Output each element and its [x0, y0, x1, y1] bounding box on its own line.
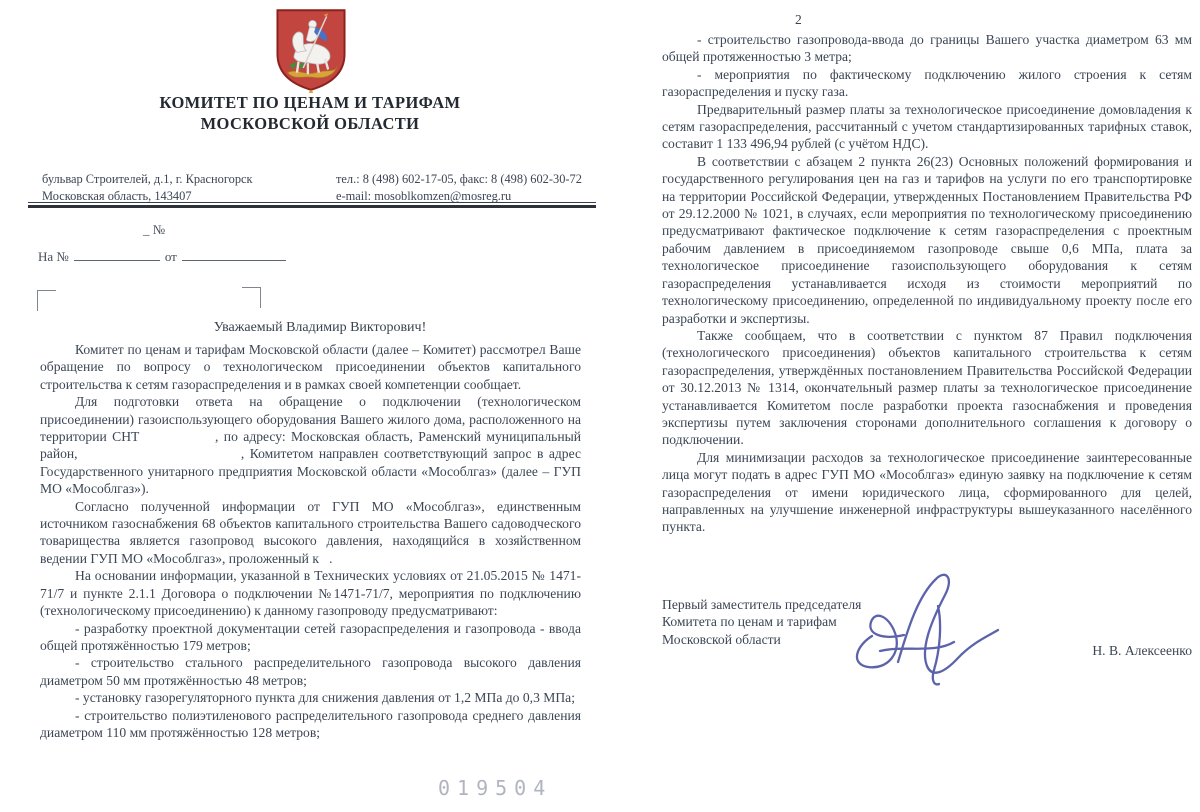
addressee-corner-mark-left	[37, 290, 56, 311]
signer-name: Н. В. Алексеенко	[1092, 643, 1192, 658]
coat-of-arms-icon	[272, 7, 350, 93]
ref-on-label: На №	[38, 249, 69, 264]
paragraph: - разработку проектной документации сетей газораспределения и газопровода - ввода общей протяжённостью 179 метров;	[40, 620, 581, 653]
paragraph: - строительство стального распределительного газопровода высокого давления диаметром 50 мм протяжённостью 48 метров;	[40, 655, 581, 688]
paragraph: В соответствии с абзацем 2 пункта 26(23) Основных положений формирования и государственного регулирования цен на газ и тарифов на услуги по его транспортировке на территории Российской Федерации, утвержденных Постановлением Правительства РФ от 29.12.2000 № 1021, в случаях, если мероприятия по технологическому присоединению предусматривают фактическое подключение к сетям газораспределения с проектным рабочим давлением в присоединяемом газопроводе свыше 0,6 МПа, плата за технологическое присоединение газоиспользующего оборудования к сетям газораспределения устанавливается исходя из стоимости мероприятий по технологическому присоединению, определенной по индивидуальному проекту после его разработки и экспертизы.	[662, 153, 1192, 326]
addressee-corner-mark-right	[242, 287, 261, 308]
signer-position-line2: Комитета по ценам и тарифам	[662, 614, 837, 630]
org-title	[40, 92, 580, 134]
paragraph: Согласно полученной информации от ГУП МО «Мособлгаз», единственным источником газоснабжения 68 объектов капитального строительства Вашего садоводческого товарищества является газопровод высокого давления, находящийся в хозяйственном ведении ГУП МО «Мособлгаз», проложенный к .	[40, 498, 581, 566]
paragraph: - строительство полиэтиленового распределительного газопровода среднего давления диаметром 110 мм протяжённостью 128 метров;	[40, 707, 581, 740]
paragraph: На основании информации, указанной в Технических условиях от 21.05.2015 № 1471-71/7 и пункте 2.1.1 Договора о подключении №1471-71/7, мероприятия по подключению (технологическому присоединению) к данному газопроводу предусматривают:	[40, 568, 581, 619]
header-divider	[28, 202, 596, 208]
page2-body	[662, 31, 1192, 536]
signer-position-line3: Московской области	[662, 631, 781, 647]
page-number: 2	[795, 12, 802, 27]
registration-stamp-number: 019504	[438, 776, 553, 800]
org-address	[42, 171, 312, 204]
paragraph: Также сообщаем, что в соответствии с пунктом 87 Правил подключения (технологического присоединения) объектов капитального строительства к сетям газораспределения, утверждённых постановлением Правительства Российской Федерации от 30.12.2013 № 1314, окончательный размер платы за технологическое присоединение устанавливается Комитетом после разработки проекта газоснабжения и проведения экспертизы путем заключения сторонами дополнительного соглашения к договору о подключении.	[662, 327, 1192, 448]
paragraph: Для минимизации расходов за технологическое присоединение заинтересованные лица могут подать в адрес ГУП МО «Мособлгаз» единую заявку на подключение к сетям газораспределения от имени юридического лица, сформированного для целей, направленных на улучшение инженерной инфраструктуры вышеуказанного населённого пункта.	[662, 449, 1192, 535]
paragraph: - мероприятия по фактическому подключению жилого строения к сетям газораспределения и пуску газа.	[662, 66, 1192, 100]
salutation: Уважаемый Владимир Викторович!	[213, 320, 427, 335]
org-contacts	[336, 171, 598, 204]
paragraph: Комитет по ценам и тарифам Московской области (далее – Комитет) рассмотрел Ваше обращение по вопросу о технологическом присоединении объектов капитального строительства к сетям газораспределения и в рамках своей компетенции сообщает.	[40, 342, 581, 392]
org-title-line1: КОМИТЕТ ПО ЦЕНАМ И ТАРИФАМ	[159, 93, 461, 112]
contact-phone: тел.: 8 (498) 602-17-05, факс: 8 (498) 602-30-72	[336, 172, 582, 186]
page1-body	[40, 341, 581, 741]
paragraph: - установку газорегуляторного пункта для снижения давления от 1,2 МПа до 0,3 МПа;	[75, 690, 575, 706]
org-title-line2: МОСКОВСКОЙ ОБЛАСТИ	[200, 114, 420, 133]
ref-number-line: _ №	[143, 222, 166, 237]
ref-from-label: от	[164, 249, 177, 264]
ref-date-blank	[182, 247, 286, 261]
paragraph: Предварительный размер платы за технологическое присоединение домовладения к сетям газораспределения, рассчитанный с учетом стандартизированных тарифных ставок, составит 1 133 496,94 рублей (с учётом НДС).	[662, 101, 1192, 152]
address-line1: бульвар Строителей, д.1, г. Красногорск	[42, 172, 253, 186]
ref-reply-line	[38, 247, 291, 265]
signer-position-line1: Первый заместитель председателя	[662, 597, 862, 612]
address-line2: Московская область, 143407	[42, 188, 192, 203]
paragraph: Для подготовки ответа на обращение о подключении (технологическом присоединении) газоиспользующего оборудования Вашего жилого дома, расположенного на территории СНТ , по адресу: Московская область, Раменский муниципальный район, , Комитетом направлен соответствующий запрос в адрес Государственного унитарного предприятия Московской области «Мособлгаз» (далее – ГУП МО «Мособлгаз»).	[40, 394, 581, 497]
paragraph: - строительство газопровода-ввода до границы Вашего участка диаметром 63 мм общей протяженностью 3 метра;	[662, 32, 1192, 65]
signature-icon	[842, 572, 1032, 690]
ref-number-blank	[74, 247, 160, 261]
contact-email: e-mail: mosoblkomzen@mosreg.ru	[336, 188, 512, 203]
